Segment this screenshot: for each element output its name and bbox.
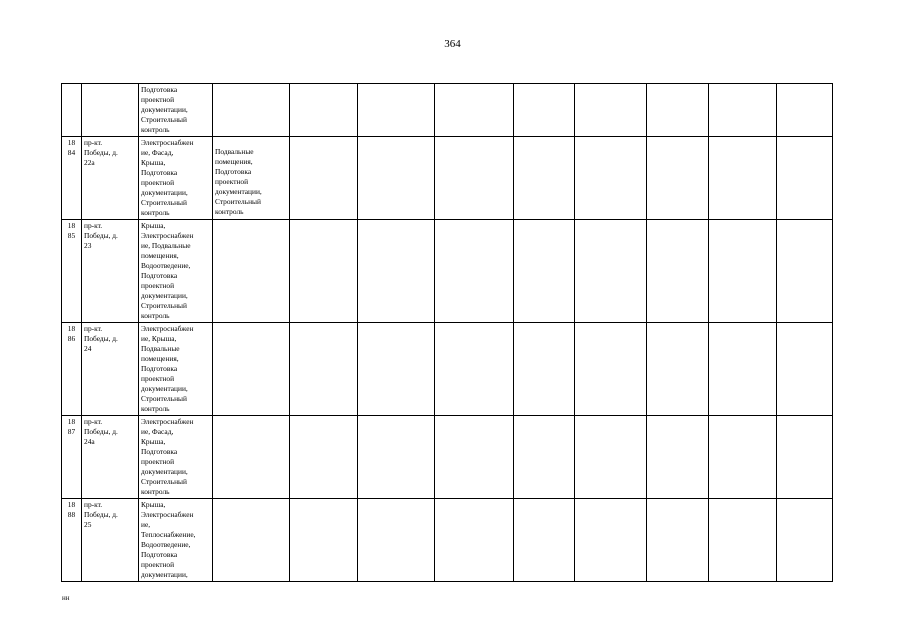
works-cell: Электроснабжен ие, Крыша, Подвальные помещения, Подготовка проектной документации, Строительный контроль (139, 323, 213, 416)
empty-cell (709, 416, 777, 499)
empty-cell (777, 323, 833, 416)
empty-cell (575, 84, 647, 137)
empty-cell (575, 220, 647, 323)
footer-mark: нн (62, 594, 70, 602)
address-cell: пр-кт. Победы, д. 25 (82, 499, 139, 582)
empty-cell (435, 323, 514, 416)
empty-cell (358, 323, 435, 416)
works-cell: Электроснабжен ие, Фасад, Крыша, Подготовка проектной документации, Строительный контроль (139, 137, 213, 220)
table-row (62, 499, 833, 582)
empty-cell (435, 499, 514, 582)
works-cell: Подготовка проектной документации, Строительный контроль (139, 84, 213, 137)
empty-cell (777, 137, 833, 220)
table-row (62, 84, 833, 137)
address-cell: пр-кт. Победы, д. 24 (82, 323, 139, 416)
empty-cell (358, 137, 435, 220)
empty-cell (358, 220, 435, 323)
empty-cell (777, 84, 833, 137)
empty-cell (514, 84, 575, 137)
empty-cell (709, 499, 777, 582)
empty-cell (575, 499, 647, 582)
page-number: 364 (444, 38, 461, 50)
empty-cell (435, 137, 514, 220)
address-cell: пр-кт. Победы, д. 22а (82, 137, 139, 220)
basement-works-cell (213, 84, 290, 137)
empty-cell (709, 220, 777, 323)
works-table (61, 83, 833, 582)
row-number: 18 87 (62, 416, 82, 499)
empty-cell (709, 323, 777, 416)
empty-cell (647, 416, 709, 499)
empty-cell (647, 499, 709, 582)
empty-cell (777, 220, 833, 323)
table-row (62, 323, 833, 416)
empty-cell (290, 499, 358, 582)
address-cell (82, 84, 139, 137)
empty-cell (358, 499, 435, 582)
empty-cell (647, 84, 709, 137)
basement-works-cell: Подвальные помещения, Подготовка проектной документации, Строительный контроль (213, 137, 290, 220)
empty-cell (290, 220, 358, 323)
empty-cell (647, 220, 709, 323)
empty-cell (290, 323, 358, 416)
empty-cell (647, 137, 709, 220)
works-cell: Крыша, Электроснабжен ие, Теплоснабжение, Водоотведение, Подготовка проектной документации, (139, 499, 213, 582)
empty-cell (358, 84, 435, 137)
empty-cell (290, 416, 358, 499)
empty-cell (575, 137, 647, 220)
empty-cell (647, 323, 709, 416)
basement-works-cell (213, 499, 290, 582)
address-cell: пр-кт. Победы, д. 23 (82, 220, 139, 323)
empty-cell (514, 323, 575, 416)
works-cell: Электроснабжен ие, Фасад, Крыша, Подготовка проектной документации, Строительный контроль (139, 416, 213, 499)
row-number (62, 84, 82, 137)
works-cell: Крыша, Электроснабжен ие, Подвальные помещения, Водоотведение, Подготовка проектной документации, Строительный контроль (139, 220, 213, 323)
empty-cell (575, 323, 647, 416)
empty-cell (514, 220, 575, 323)
empty-cell (514, 137, 575, 220)
row-number: 18 86 (62, 323, 82, 416)
basement-works-cell (213, 323, 290, 416)
empty-cell (514, 416, 575, 499)
table-row (62, 137, 833, 220)
empty-cell (709, 137, 777, 220)
empty-cell (290, 137, 358, 220)
row-number: 18 85 (62, 220, 82, 323)
table-row (62, 220, 833, 323)
row-number: 18 84 (62, 137, 82, 220)
empty-cell (358, 416, 435, 499)
basement-works-cell (213, 416, 290, 499)
table-row (62, 416, 833, 499)
address-cell: пр-кт. Победы, д. 24а (82, 416, 139, 499)
empty-cell (290, 84, 358, 137)
row-number: 18 88 (62, 499, 82, 582)
empty-cell (777, 416, 833, 499)
empty-cell (435, 416, 514, 499)
basement-works-cell (213, 220, 290, 323)
empty-cell (435, 84, 514, 137)
empty-cell (777, 499, 833, 582)
empty-cell (575, 416, 647, 499)
empty-cell (514, 499, 575, 582)
empty-cell (709, 84, 777, 137)
empty-cell (435, 220, 514, 323)
